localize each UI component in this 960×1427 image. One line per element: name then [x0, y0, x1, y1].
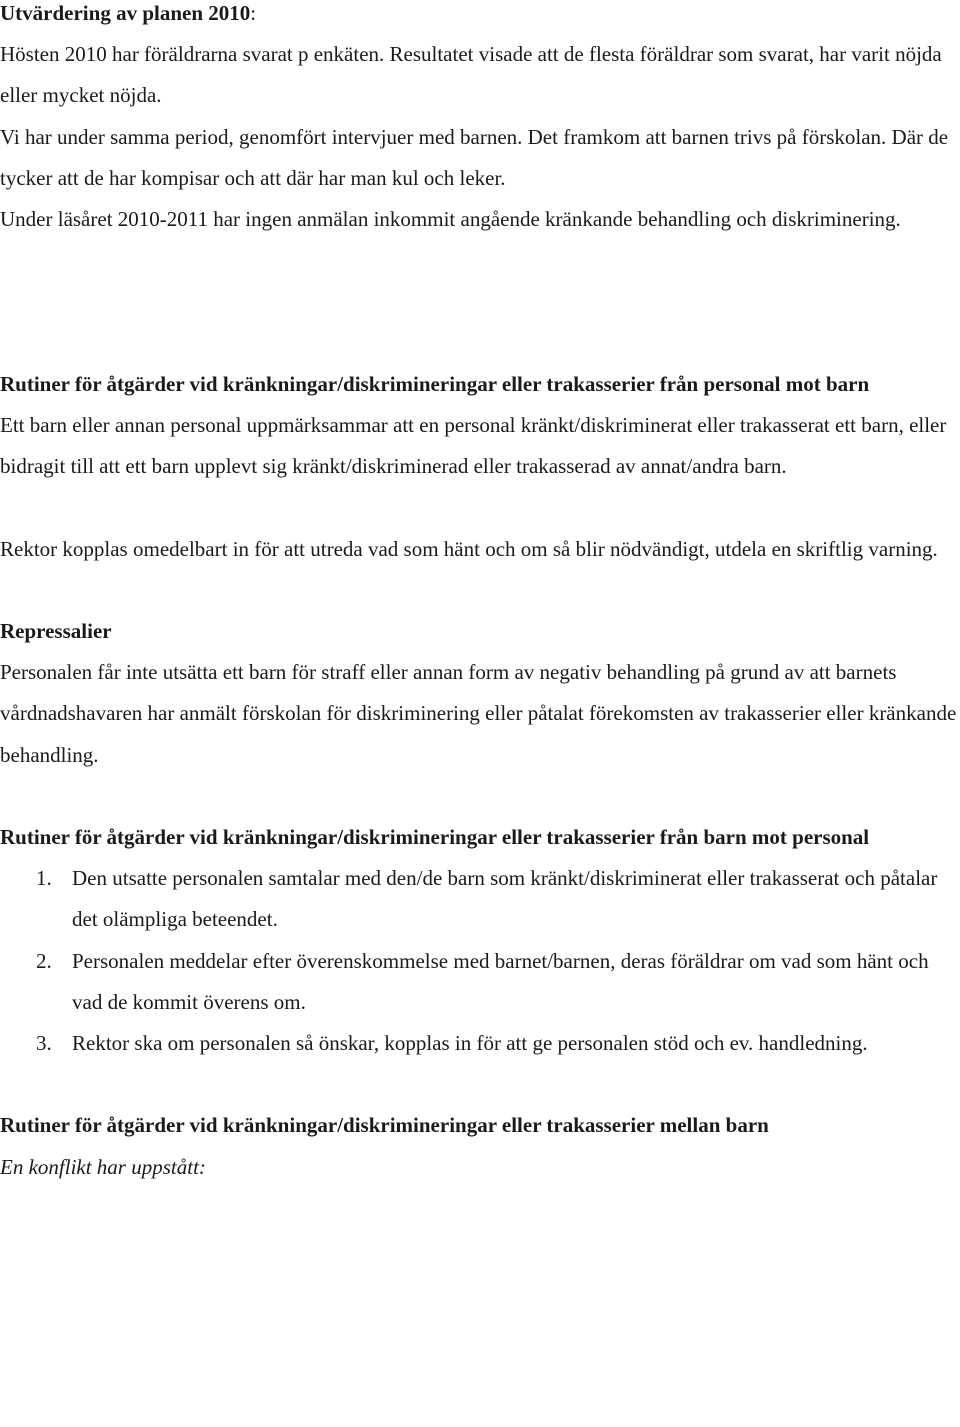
paragraph-interviews: Vi har under samma period, genomfört intervjuer med barnen. Det framkom att barnen trivs på förskolan. Där de tycker att de har kompisar och att där har man kul och leker. [0, 124, 949, 190]
list-item [0, 1023, 960, 1064]
list-item-number: 1. [36, 866, 52, 891]
section-evaluation-heading [0, 0, 960, 34]
heading-colon: : [250, 1, 257, 25]
section-child-to-staff-heading: Rutiner för åtgärder vid kränkningar/diskrimineringar eller trakasserier från barn mot personal [0, 824, 870, 849]
paragraph-reprisals: Personalen får inte utsätta ett barn för straff eller annan form av negativ behandling på grund av att barnets vårdnadshavaren har anmält förskolan för diskriminering eller påtalat förekomsten av trakasserier eller kränkande behandling. [0, 660, 957, 767]
section-between-children-heading: Rutiner för åtgärder vid kränkningar/diskrimineringar eller trakasserier mellan barn [0, 1113, 769, 1138]
list-item-text: Personalen meddelar efter överenskommelse med barnet/barnen, deras föräldrar om vad som hänt och vad de kommit överens om. [72, 948, 929, 1014]
spacer [0, 487, 960, 528]
paragraph-survey-result: Hösten 2010 har föräldrarna svarat p enkäten. Resultatet visade att de flesta föräldrar som svarat, har varit nöjda eller mycket nöjda. [0, 42, 942, 108]
paragraph-no-reports: Under läsåret 2010-2011 har ingen anmälan inkommit angående kränkande behandling och diskriminering. [0, 207, 901, 232]
spacer [0, 1064, 960, 1105]
paragraph-staff-observation: Ett barn eller annan personal uppmärksammar att en personal kränkt/diskriminerat eller trakasserat ett barn, eller bidragit till att ett barn upplevt sig kränkt/diskriminerad eller trakasserad av annat/andra barn. [0, 412, 947, 479]
list-item-text: Den utsatte personalen samtalar med den/de barn som kränkt/diskriminerat eller trakasserat och påtalar det olämpliga beteendet. [72, 866, 938, 932]
section-reprisals-heading: Repressalier [0, 618, 112, 643]
list-item-text: Rektor ska om personalen så önskar, kopplas in för att ge personalen stöd och ev. handledning. [72, 1030, 868, 1055]
numbered-list [0, 858, 960, 1064]
section-staff-to-child-heading: Rutiner för åtgärder vid kränkningar/diskrimineringar eller trakasserier från personal mot barn [0, 371, 870, 396]
spacer [0, 323, 960, 364]
list-item [0, 941, 960, 1023]
spacer [0, 240, 960, 281]
spacer [0, 776, 960, 817]
spacer [0, 281, 960, 322]
spacer [0, 570, 960, 611]
heading-text: Utvärdering av planen 2010 [0, 1, 251, 25]
paragraph-principal-involved: Rektor kopplas omedelbart in för att utreda vad som hänt och om så blir nödvändigt, utdela en skriftlig varning. [0, 536, 938, 561]
list-item-number: 3. [36, 1030, 52, 1055]
list-item [0, 858, 960, 940]
list-item-number: 2. [36, 948, 52, 973]
subheading-conflict: En konflikt har uppstått: [0, 1154, 206, 1179]
